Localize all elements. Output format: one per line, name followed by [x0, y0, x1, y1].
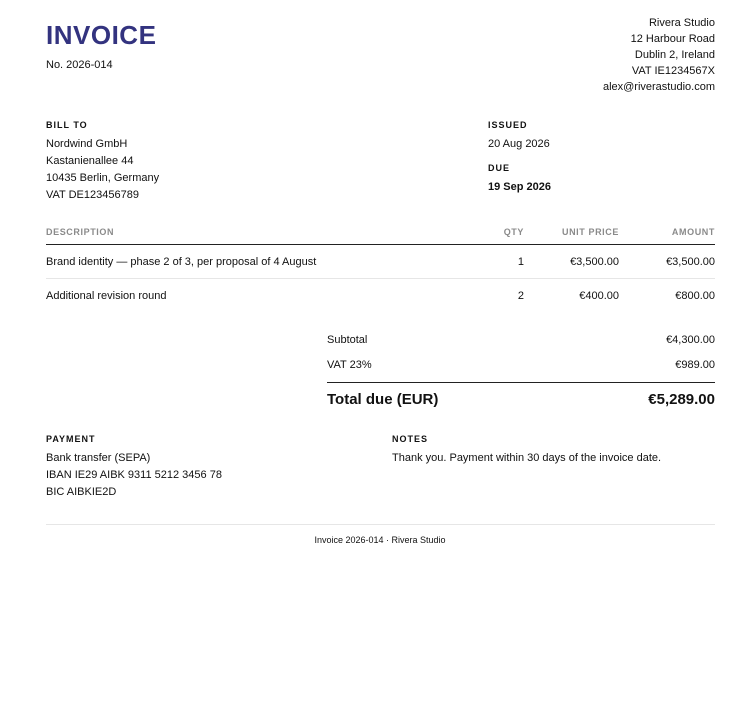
seller-street: 12 Harbour Road [630, 33, 715, 45]
seller-vat: VAT IE1234567X [631, 65, 715, 77]
header-unit-price: UNIT PRICE [524, 222, 619, 245]
header-qty: QTY [466, 222, 524, 245]
item-unit-price: €400.00 [579, 289, 619, 302]
total-label: Total due (EUR) [327, 391, 439, 408]
table-row [46, 245, 715, 279]
subtotal-row [327, 330, 715, 355]
notes-label: NOTES [392, 434, 429, 444]
footer-divider [46, 524, 715, 525]
seller-email[interactable]: alex@riverastudio.com [602, 81, 715, 93]
bill-to-label: BILL TO [46, 120, 88, 130]
total-row [327, 382, 715, 416]
vat-value: €989.00 [675, 359, 715, 371]
payment-label: PAYMENT [46, 434, 96, 444]
client-name: Nordwind GmbH [46, 138, 128, 150]
item-qty: 1 [466, 245, 524, 279]
subtotal-value: €4,300.00 [666, 334, 715, 346]
seller-address [603, 15, 715, 95]
item-unit-price: €3,500.00 [524, 245, 619, 279]
vat-row [327, 355, 715, 380]
item-description: Additional revision round [46, 289, 167, 302]
line-items-table [46, 222, 715, 312]
table-header-row [46, 222, 715, 245]
totals-block [327, 330, 715, 416]
item-qty: 2 [517, 289, 524, 302]
subtotal-label: Subtotal [327, 334, 368, 346]
bill-to-address [46, 136, 159, 204]
footer-text: Invoice 2026-014 · Rivera Studio [314, 535, 446, 545]
payment-bic: BIC AIBKIE2D [46, 486, 117, 498]
issued-date: 20 Aug 2026 [488, 138, 550, 150]
total-value: €5,289.00 [648, 391, 715, 408]
seller-city: Dublin 2, Ireland [634, 49, 715, 61]
payment-method: Bank transfer (SEPA) [46, 452, 151, 464]
invoice-title: INVOICE [46, 20, 157, 50]
due-date: 19 Sep 2026 [488, 181, 551, 193]
header-amount: AMOUNT [619, 222, 715, 245]
item-description: Brand identity — phase 2 of 3, per proposal of 4 August [46, 245, 466, 279]
header-description: DESCRIPTION [46, 222, 466, 245]
client-street: Kastanienallee 44 [46, 155, 134, 167]
payment-iban: IBAN IE29 AIBK 9311 5212 3456 78 [46, 469, 222, 481]
issued-label: ISSUED [488, 120, 528, 130]
item-amount: €800.00 [675, 289, 715, 302]
payment-details [46, 450, 222, 501]
invoice-number: No. 2026-014 [46, 59, 113, 71]
table-row [46, 279, 715, 313]
client-city: 10435 Berlin, Germany [46, 172, 160, 184]
client-vat: VAT DE123456789 [46, 189, 139, 201]
vat-label: VAT 23% [327, 359, 372, 371]
due-label: DUE [488, 163, 511, 173]
seller-name: Rivera Studio [648, 17, 715, 29]
notes-text: Thank you. Payment within 30 days of the invoice date. [392, 452, 662, 464]
item-amount: €3,500.00 [619, 245, 715, 279]
